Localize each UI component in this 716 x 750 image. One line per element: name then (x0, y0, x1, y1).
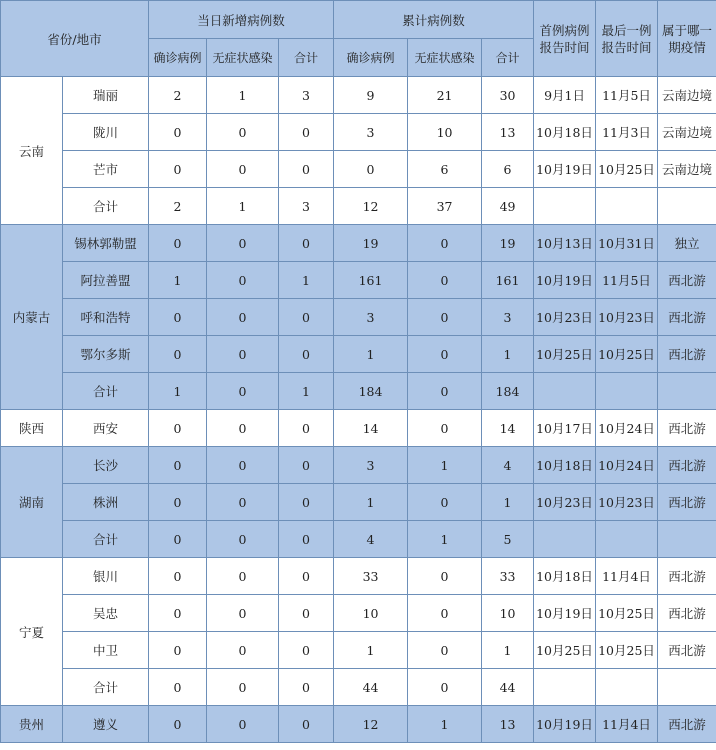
daily-total-cell: 0 (279, 558, 334, 595)
daily-total-cell: 0 (279, 410, 334, 447)
cumulative-asymptomatic-cell: 6 (408, 151, 482, 188)
daily-asymptomatic-cell: 1 (207, 188, 279, 225)
cumulative-total-cell: 44 (482, 669, 534, 706)
first-report-cell: 10月23日 (534, 484, 596, 521)
cumulative-confirmed-cell: 4 (334, 521, 408, 558)
daily-asymptomatic-cell: 0 (207, 558, 279, 595)
daily-asymptomatic-cell: 0 (207, 484, 279, 521)
daily-total-cell: 0 (279, 447, 334, 484)
daily-confirmed-cell: 1 (149, 373, 207, 410)
cumulative-total-cell: 6 (482, 151, 534, 188)
table-row (1, 77, 716, 114)
daily-confirmed-cell: 0 (149, 225, 207, 262)
table-row (1, 595, 716, 632)
city-cell: 株洲 (63, 484, 149, 521)
cumulative-total-cell: 1 (482, 484, 534, 521)
daily-confirmed-header: 确诊病例 (149, 39, 207, 77)
daily-total-cell: 1 (279, 373, 334, 410)
first-report-cell: 10月19日 (534, 595, 596, 632)
outbreak-wave-cell: 云南边境 (658, 151, 716, 188)
cumulative-total-cell: 49 (482, 188, 534, 225)
cumulative-confirmed-header: 确诊病例 (334, 39, 408, 77)
daily-asymptomatic-cell: 0 (207, 410, 279, 447)
daily-total-cell: 3 (279, 77, 334, 114)
cumulative-confirmed-cell: 19 (334, 225, 408, 262)
daily-confirmed-cell: 0 (149, 299, 207, 336)
first-report-header: 首例病例报告时间 (534, 1, 596, 77)
cumulative-asymptomatic-cell: 0 (408, 669, 482, 706)
cumulative-confirmed-cell: 1 (334, 484, 408, 521)
cumulative-confirmed-cell: 33 (334, 558, 408, 595)
last-report-cell: 10月25日 (596, 151, 658, 188)
cumulative-total-cell: 4 (482, 447, 534, 484)
cumulative-asymptomatic-cell: 1 (408, 447, 482, 484)
first-report-cell: 10月23日 (534, 299, 596, 336)
daily-asymptomatic-cell: 0 (207, 669, 279, 706)
province-cell: 贵州 (1, 706, 63, 743)
daily-confirmed-cell: 0 (149, 521, 207, 558)
daily-total-cell: 0 (279, 484, 334, 521)
first-report-cell (534, 373, 596, 410)
daily-confirmed-cell: 0 (149, 447, 207, 484)
daily-total-cell: 0 (279, 151, 334, 188)
cumulative-total-cell: 5 (482, 521, 534, 558)
daily-asymptomatic-cell: 0 (207, 262, 279, 299)
outbreak-wave-cell: 云南边境 (658, 114, 716, 151)
table-row (1, 114, 716, 151)
cumulative-asymptomatic-cell: 0 (408, 595, 482, 632)
cumulative-asymptomatic-cell: 37 (408, 188, 482, 225)
daily-asymptomatic-cell: 1 (207, 77, 279, 114)
cumulative-confirmed-cell: 12 (334, 188, 408, 225)
daily-asymptomatic-cell: 0 (207, 373, 279, 410)
table-row (1, 225, 716, 262)
cumulative-asymptomatic-cell: 0 (408, 225, 482, 262)
cumulative-total-cell: 184 (482, 373, 534, 410)
first-report-cell: 9月1日 (534, 77, 596, 114)
table-row (1, 373, 716, 410)
city-cell: 西安 (63, 410, 149, 447)
province-cell: 陕西 (1, 410, 63, 447)
daily-asymptomatic-cell: 0 (207, 114, 279, 151)
last-report-cell: 11月5日 (596, 77, 658, 114)
cumulative-asymptomatic-cell: 0 (408, 373, 482, 410)
outbreak-wave-cell: 西北游 (658, 484, 716, 521)
city-cell: 芒市 (63, 151, 149, 188)
daily-asymptomatic-cell: 0 (207, 225, 279, 262)
daily-total-cell: 1 (279, 262, 334, 299)
outbreak-wave-cell: 西北游 (658, 558, 716, 595)
table-row (1, 262, 716, 299)
city-cell: 合计 (63, 188, 149, 225)
last-report-cell: 11月4日 (596, 558, 658, 595)
daily-total-cell: 0 (279, 299, 334, 336)
first-report-cell: 10月18日 (534, 447, 596, 484)
cumulative-total-cell: 3 (482, 299, 534, 336)
city-cell: 阿拉善盟 (63, 262, 149, 299)
daily-confirmed-cell: 2 (149, 77, 207, 114)
city-cell: 遵义 (63, 706, 149, 743)
cumulative-header: 累计病例数 (334, 1, 534, 39)
last-report-cell: 10月25日 (596, 632, 658, 669)
city-cell: 吴忠 (63, 595, 149, 632)
table-body (1, 77, 716, 743)
daily-total-cell: 0 (279, 595, 334, 632)
cumulative-confirmed-cell: 0 (334, 151, 408, 188)
outbreak-wave-cell (658, 669, 716, 706)
first-report-cell (534, 521, 596, 558)
outbreak-wave-cell (658, 373, 716, 410)
daily-asymptomatic-cell: 0 (207, 706, 279, 743)
outbreak-wave-cell (658, 188, 716, 225)
last-report-cell (596, 188, 658, 225)
city-cell: 呼和浩特 (63, 299, 149, 336)
cumulative-total-cell: 33 (482, 558, 534, 595)
cumulative-total-cell: 161 (482, 262, 534, 299)
cumulative-asymptomatic-cell: 0 (408, 336, 482, 373)
cumulative-asymptomatic-cell: 0 (408, 484, 482, 521)
table-row (1, 706, 716, 743)
daily-asymptomatic-cell: 0 (207, 521, 279, 558)
table-row (1, 447, 716, 484)
cumulative-total-cell: 13 (482, 114, 534, 151)
outbreak-wave-header: 属于哪一期疫情 (658, 1, 716, 77)
last-report-cell: 10月23日 (596, 299, 658, 336)
cumulative-confirmed-cell: 3 (334, 299, 408, 336)
table-row (1, 336, 716, 373)
outbreak-wave-cell: 西北游 (658, 299, 716, 336)
daily-total-cell: 0 (279, 632, 334, 669)
cumulative-confirmed-cell: 1 (334, 336, 408, 373)
cumulative-asymptomatic-header: 无症状感染 (408, 39, 482, 77)
cumulative-confirmed-cell: 161 (334, 262, 408, 299)
last-report-cell: 10月25日 (596, 336, 658, 373)
city-cell: 合计 (63, 521, 149, 558)
outbreak-wave-cell: 西北游 (658, 410, 716, 447)
cumulative-asymptomatic-cell: 21 (408, 77, 482, 114)
last-report-cell (596, 669, 658, 706)
cumulative-asymptomatic-cell: 0 (408, 299, 482, 336)
daily-total-cell: 0 (279, 225, 334, 262)
outbreak-wave-cell (658, 521, 716, 558)
cumulative-confirmed-cell: 12 (334, 706, 408, 743)
daily-new-header: 当日新增病例数 (149, 1, 334, 39)
city-cell: 瑞丽 (63, 77, 149, 114)
cumulative-asymptomatic-cell: 1 (408, 521, 482, 558)
daily-total-cell: 3 (279, 188, 334, 225)
first-report-cell: 10月17日 (534, 410, 596, 447)
daily-asymptomatic-cell: 0 (207, 595, 279, 632)
city-cell: 合计 (63, 373, 149, 410)
daily-asymptomatic-cell: 0 (207, 151, 279, 188)
city-cell: 长沙 (63, 447, 149, 484)
daily-total-header: 合计 (279, 39, 334, 77)
cumulative-asymptomatic-cell: 1 (408, 706, 482, 743)
cumulative-confirmed-cell: 3 (334, 447, 408, 484)
cumulative-total-header: 合计 (482, 39, 534, 77)
last-report-cell: 10月23日 (596, 484, 658, 521)
outbreak-wave-cell: 西北游 (658, 262, 716, 299)
cumulative-total-cell: 13 (482, 706, 534, 743)
city-cell: 银川 (63, 558, 149, 595)
first-report-cell (534, 669, 596, 706)
cumulative-asymptomatic-cell: 10 (408, 114, 482, 151)
daily-total-cell: 0 (279, 114, 334, 151)
table-row (1, 188, 716, 225)
outbreak-wave-cell: 西北游 (658, 632, 716, 669)
province-cell: 云南 (1, 77, 63, 225)
cumulative-total-cell: 19 (482, 225, 534, 262)
province-cell: 湖南 (1, 447, 63, 558)
daily-confirmed-cell: 0 (149, 484, 207, 521)
daily-confirmed-cell: 0 (149, 706, 207, 743)
first-report-cell (534, 188, 596, 225)
cumulative-confirmed-cell: 14 (334, 410, 408, 447)
daily-total-cell: 0 (279, 706, 334, 743)
daily-confirmed-cell: 0 (149, 336, 207, 373)
region-header: 省份/地市 (1, 1, 149, 77)
daily-asymptomatic-cell: 0 (207, 336, 279, 373)
cumulative-confirmed-cell: 184 (334, 373, 408, 410)
table-row (1, 632, 716, 669)
daily-confirmed-cell: 0 (149, 595, 207, 632)
cumulative-asymptomatic-cell: 0 (408, 558, 482, 595)
cumulative-asymptomatic-cell: 0 (408, 262, 482, 299)
last-report-cell: 11月4日 (596, 706, 658, 743)
table-row (1, 410, 716, 447)
table-row (1, 299, 716, 336)
city-cell: 合计 (63, 669, 149, 706)
city-cell: 中卫 (63, 632, 149, 669)
outbreak-wave-cell: 西北游 (658, 706, 716, 743)
daily-asymptomatic-cell: 0 (207, 632, 279, 669)
daily-confirmed-cell: 0 (149, 669, 207, 706)
daily-confirmed-cell: 0 (149, 558, 207, 595)
cumulative-total-cell: 30 (482, 77, 534, 114)
table-row (1, 669, 716, 706)
province-cell: 内蒙古 (1, 225, 63, 410)
last-report-cell: 11月3日 (596, 114, 658, 151)
cumulative-total-cell: 14 (482, 410, 534, 447)
daily-confirmed-cell: 0 (149, 151, 207, 188)
province-cell: 宁夏 (1, 558, 63, 706)
outbreak-wave-cell: 西北游 (658, 595, 716, 632)
daily-asymptomatic-cell: 0 (207, 447, 279, 484)
first-report-cell: 10月19日 (534, 706, 596, 743)
city-cell: 锡林郭勒盟 (63, 225, 149, 262)
cumulative-confirmed-cell: 10 (334, 595, 408, 632)
outbreak-wave-cell: 云南边境 (658, 77, 716, 114)
daily-confirmed-cell: 1 (149, 262, 207, 299)
table-row (1, 484, 716, 521)
daily-confirmed-cell: 0 (149, 410, 207, 447)
last-report-cell: 10月24日 (596, 447, 658, 484)
daily-confirmed-cell: 0 (149, 114, 207, 151)
first-report-cell: 10月13日 (534, 225, 596, 262)
table-row (1, 558, 716, 595)
cumulative-confirmed-cell: 44 (334, 669, 408, 706)
cumulative-asymptomatic-cell: 0 (408, 632, 482, 669)
first-report-cell: 10月25日 (534, 336, 596, 373)
daily-confirmed-cell: 0 (149, 632, 207, 669)
outbreak-wave-cell: 西北游 (658, 447, 716, 484)
cumulative-total-cell: 10 (482, 595, 534, 632)
city-cell: 陇川 (63, 114, 149, 151)
cumulative-confirmed-cell: 9 (334, 77, 408, 114)
last-report-cell: 10月25日 (596, 595, 658, 632)
last-report-cell: 10月31日 (596, 225, 658, 262)
outbreak-wave-cell: 西北游 (658, 336, 716, 373)
daily-confirmed-cell: 2 (149, 188, 207, 225)
city-cell: 鄂尔多斯 (63, 336, 149, 373)
table-row (1, 151, 716, 188)
last-report-cell: 10月24日 (596, 410, 658, 447)
first-report-cell: 10月18日 (534, 558, 596, 595)
last-report-cell (596, 373, 658, 410)
cumulative-asymptomatic-cell: 0 (408, 410, 482, 447)
first-report-cell: 10月18日 (534, 114, 596, 151)
daily-total-cell: 0 (279, 521, 334, 558)
table-row (1, 521, 716, 558)
last-report-cell: 11月5日 (596, 262, 658, 299)
daily-total-cell: 0 (279, 669, 334, 706)
last-report-cell (596, 521, 658, 558)
outbreak-wave-cell: 独立 (658, 225, 716, 262)
first-report-cell: 10月19日 (534, 262, 596, 299)
daily-asymptomatic-header: 无症状感染 (207, 39, 279, 77)
first-report-cell: 10月19日 (534, 151, 596, 188)
daily-asymptomatic-cell: 0 (207, 299, 279, 336)
cumulative-total-cell: 1 (482, 336, 534, 373)
cumulative-confirmed-cell: 3 (334, 114, 408, 151)
cumulative-total-cell: 1 (482, 632, 534, 669)
last-report-header: 最后一例报告时间 (596, 1, 658, 77)
cumulative-confirmed-cell: 1 (334, 632, 408, 669)
daily-total-cell: 0 (279, 336, 334, 373)
first-report-cell: 10月25日 (534, 632, 596, 669)
